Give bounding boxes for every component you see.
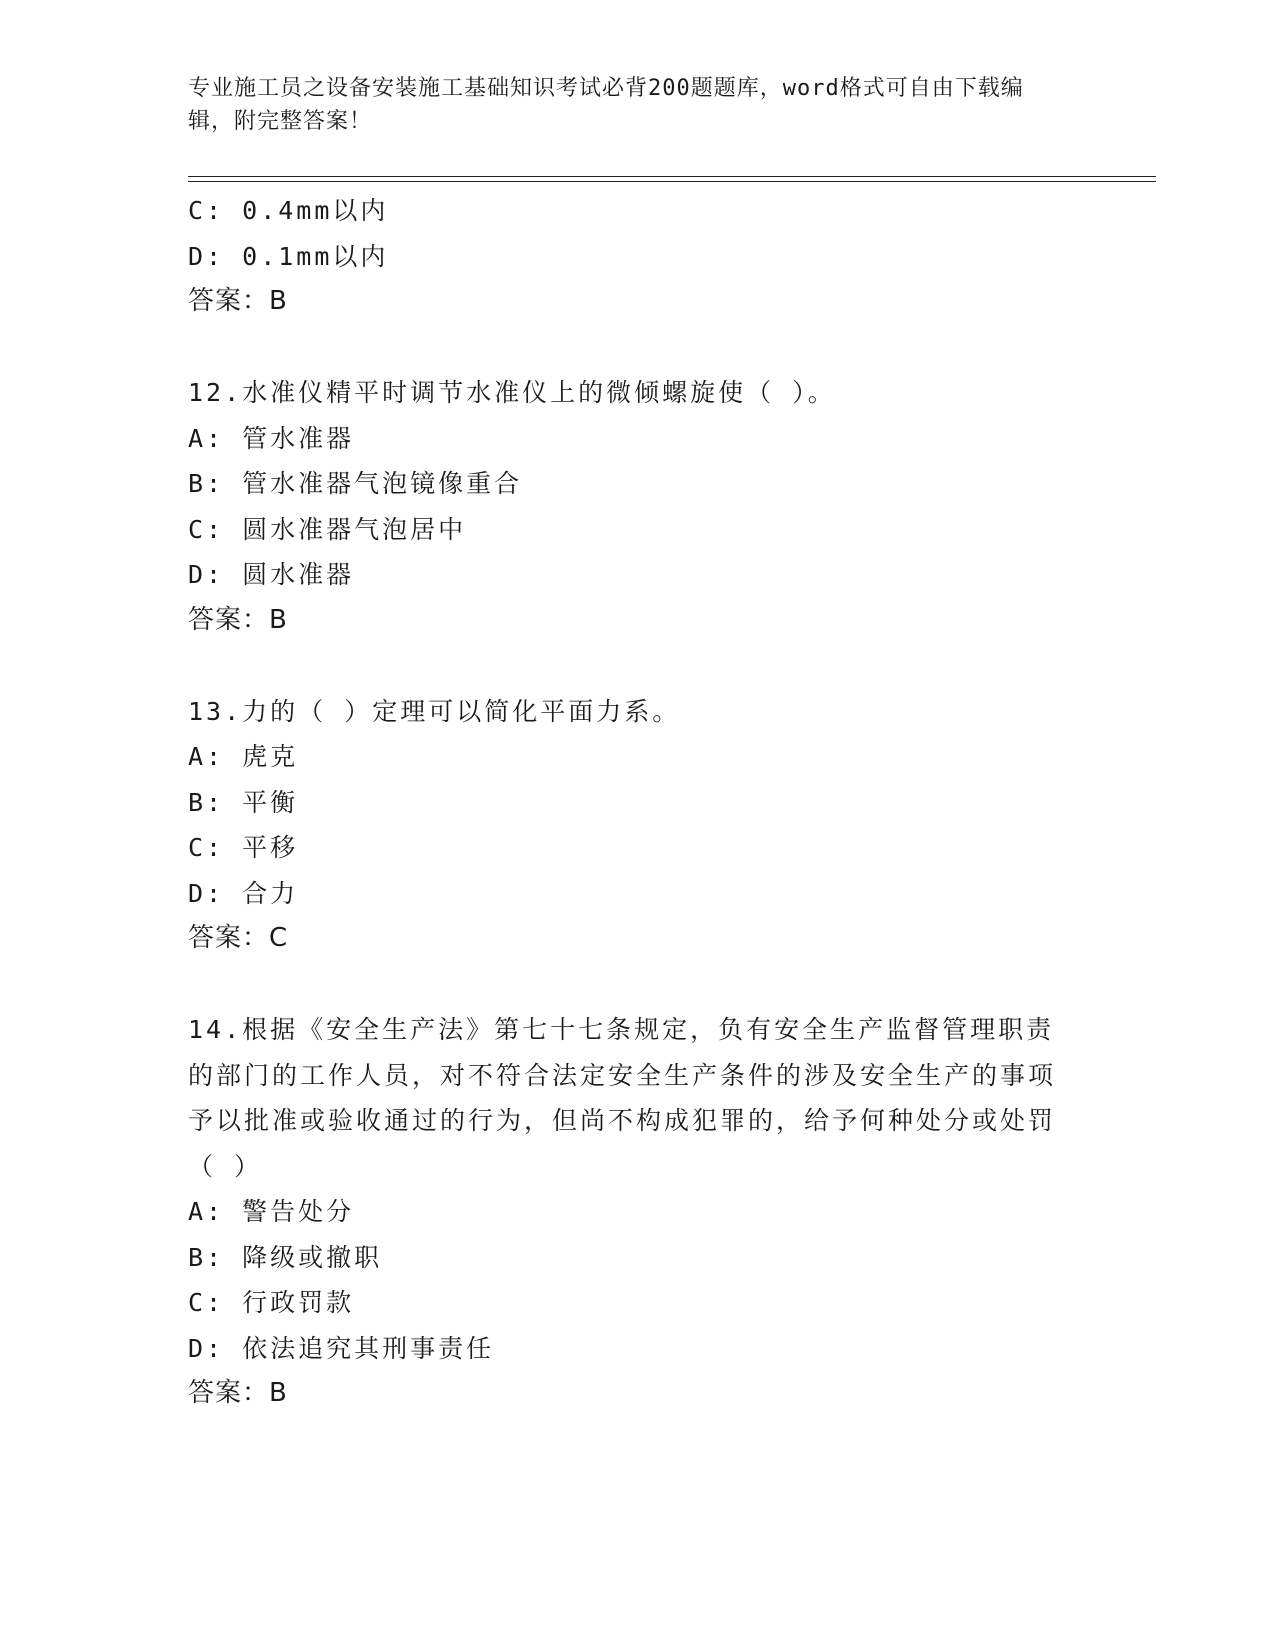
option-b: B: 降级或撤职 <box>188 1242 383 1272</box>
option-d: D: 合力 <box>188 878 299 908</box>
answer: 答案：C <box>188 923 289 953</box>
option-c: C: 平移 <box>188 833 299 862</box>
option-a: A: 管水准器 <box>188 423 355 453</box>
question-block <box>188 1007 1088 1417</box>
question-block <box>188 689 1088 962</box>
question-block <box>188 188 1088 325</box>
option-a: A: 虎克 <box>188 742 299 771</box>
option-c: C: 0.4mm以内 <box>188 196 389 225</box>
answer: 答案：B <box>188 286 288 316</box>
option-c: C: 圆水准器气泡居中 <box>188 514 467 544</box>
option-b: B: 平衡 <box>188 787 299 817</box>
question-text: 14.根据《安全生产法》第七十七条规定，负有安全生产监督管理职责的部门的工作人员，对不符合法定安全生产条件的涉及安全生产的事项予以批准或验收通过的行为，但尚不构成犯罪的，给予何种处分或处罚（ ） <box>188 1015 1057 1181</box>
option-d: D: 依法追究其刑事责任 <box>188 1333 495 1363</box>
question-block <box>188 370 1088 643</box>
option-d: D: 圆水准器 <box>188 560 355 589</box>
header-divider <box>188 176 1156 177</box>
document-title: 专业施工员之设备安装施工基础知识考试必背200题题库，word格式可自由下载编辑，附完整答案！ <box>188 76 1024 134</box>
option-b: B: 管水准器气泡镜像重合 <box>188 469 523 498</box>
page-header <box>188 72 1068 138</box>
option-c: C: 行政罚款 <box>188 1288 355 1317</box>
question-text: 13.力的（ ）定理可以简化平面力系。 <box>188 696 681 726</box>
option-a: A: 警告处分 <box>188 1197 355 1226</box>
option-d: D: 0.1mm以内 <box>188 241 389 271</box>
question-list <box>188 188 1088 1417</box>
header-divider <box>188 181 1156 182</box>
question-text: 12.水准仪精平时调节水准仪上的微倾螺旋使（ ）。 <box>188 378 836 407</box>
answer: 答案：B <box>188 604 288 635</box>
answer: 答案：B <box>188 1378 288 1408</box>
